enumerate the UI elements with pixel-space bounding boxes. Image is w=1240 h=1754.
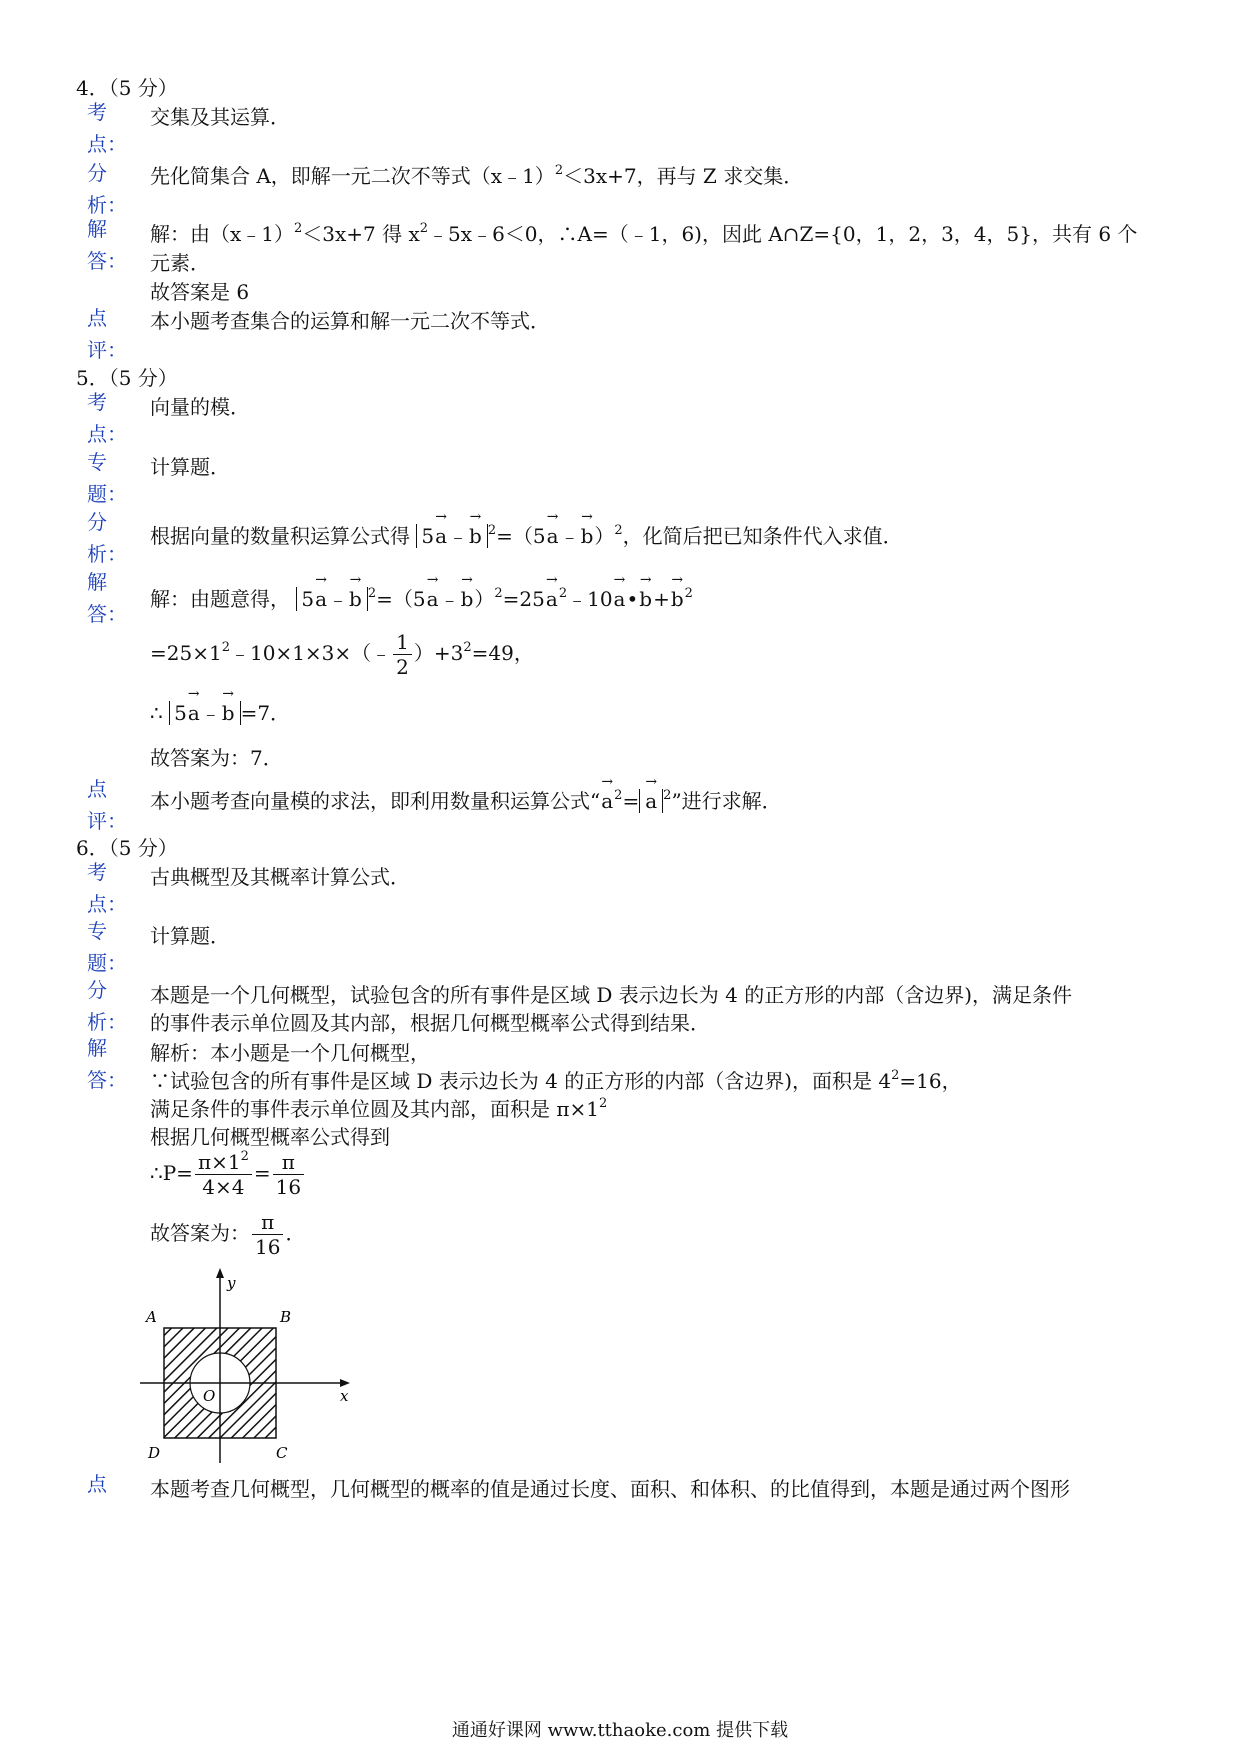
- q5-fenxi-label: 分 析：: [87, 510, 127, 566]
- q4-jieda-line2: 元素．: [150, 251, 210, 275]
- q6-kaodian-label: 考 点：: [87, 860, 127, 916]
- q5-jieda-line2: $=25\times 1^2﹣10\times 1\times 3\times(﹣$ $\frac{1}{2}$ ）$+3^2=49$，: [150, 630, 534, 679]
- q4-title: 4．（5 分）: [76, 76, 178, 100]
- q6-fenxi-label: 分 析：: [87, 978, 127, 1034]
- fraction-pi-16: $\frac{\pi}{16}$: [273, 1150, 304, 1199]
- q6-dianping-label: 点: [87, 1472, 107, 1496]
- q5-kaodian-text: 向量的模．: [150, 395, 250, 419]
- q6-zhuanti-label: 专 题：: [87, 919, 127, 975]
- q5-jieda-line1: 解：由题意得， 5→ a﹣→ b $^2$=（5→ a﹣→ $b)^2=25\to a^2﹣10\to$ a•→ $b+\to b^2$: [150, 583, 693, 612]
- q5-title: 5．（5 分）: [76, 366, 178, 390]
- q5-fenxi-text: 根据向量的数量积运算公式得 5→ a﹣→ b $^2$=（5→ a﹣→ b）$^2$，化简后把已知条件代入求值．: [150, 520, 903, 549]
- fraction-answer: $\frac{\pi}{16}$: [252, 1210, 283, 1259]
- q5-kaodian-label: 考 点：: [87, 390, 127, 446]
- q5-dianping-text: 本小题考查向量模的求法，即利用数量积运算公式“→ $a^2=\to a$ $^2$”进行求解．: [150, 785, 782, 814]
- q6-jieda-line2: ∵试验包含的所有事件是区域 D 表示边长为 4 的正方形的内部（含边界)，面积是 $4^2=16$，: [150, 1068, 962, 1093]
- q5-zhuanti-label: 专 题：: [87, 450, 127, 506]
- q4-kaodian-label: 考 点：: [87, 100, 127, 156]
- label-O: O: [203, 1387, 216, 1405]
- q5-jieda-label: 解 答：: [87, 570, 127, 626]
- q4-fenxi-label: 分 析：: [87, 161, 127, 217]
- fraction-p: $\frac{\pi\times 1^2}{4\times 4}$: [195, 1150, 252, 1199]
- geometry-figure: [140, 1268, 360, 1468]
- q6-jieda-label: 解 答：: [87, 1036, 127, 1092]
- label-B: B: [280, 1308, 292, 1326]
- q5-dianping-label: 点 评：: [87, 777, 127, 833]
- q4-answer: 故答案是 6: [150, 280, 250, 304]
- q6-title: 6．（5 分）: [76, 836, 178, 860]
- q6-dianping-text: 本题考查几何概型，几何概型的概率的值是通过长度、面积、和体积、的比值得到，本题是通过两个图形: [150, 1477, 1070, 1501]
- label-y: y: [227, 1274, 236, 1292]
- q6-jieda-line3: 满足条件的事件表示单位圆及其内部，面积是 $\pi\times 1^2$: [150, 1096, 608, 1121]
- q5-jieda-line3: ∴ 5→ a﹣→ b =7．: [150, 697, 290, 726]
- q4-dianping-label: 点 评：: [87, 306, 127, 362]
- q5-answer: 故答案为：7．: [150, 746, 283, 770]
- q4-kaodian-text: 交集及其运算．: [150, 105, 290, 129]
- q6-answer: 故答案为： $\frac{\pi}{16}$ ．: [150, 1210, 306, 1259]
- q6-zhuanti-text: 计算题．: [150, 924, 230, 948]
- q6-kaodian-text: 古典概型及其概率计算公式．: [150, 865, 410, 889]
- label-D: D: [148, 1444, 161, 1462]
- x-axis-arrow: [340, 1379, 350, 1387]
- q4-dianping-text: 本小题考查集合的运算和解一元二次不等式．: [150, 309, 550, 333]
- label-A: A: [146, 1308, 157, 1326]
- q4-fenxi-text: 先化简集合 A，即解一元二次不等式（x﹣1）$^2$＜3x+7，再与 Z 求交集．: [150, 163, 804, 188]
- y-axis-arrow: [216, 1268, 224, 1278]
- q5-zhuanti-text: 计算题．: [150, 455, 230, 479]
- q6-fenxi-line1: 本题是一个几何概型，试验包含的所有事件是区域 D 表示边长为 4 的正方形的内部（含边界)，满足条件: [150, 983, 1072, 1007]
- label-C: C: [276, 1444, 288, 1462]
- page-footer: 通通好课网 www.tthaoke.com 提供下载: [451, 1720, 789, 1741]
- q6-jieda-line1: 解析：本小题是一个几何概型，: [150, 1041, 430, 1065]
- q4-jieda-label: 解 答：: [87, 217, 127, 273]
- label-x: x: [340, 1387, 349, 1405]
- q6-fenxi-line2: 的事件表示单位圆及其内部，根据几何概型概率公式得到结果．: [150, 1011, 710, 1035]
- q6-probability: ∴P= $\frac{\pi\times 1^2}{4\times 4}$ = $\frac{\pi}{16}$: [150, 1150, 306, 1199]
- q6-jieda-line4: 根据几何概型概率公式得到: [150, 1125, 390, 1149]
- q4-jieda-line1: 解：由（x﹣1）$^2$＜3x+7 得 $x^2﹣5x﹣6<0$，∴A=（﹣1，6)，因此 A∩Z={0，1，2，3，4，5}，共有 6 个: [150, 221, 1138, 246]
- fraction-one-half: $\frac{1}{2}$: [393, 630, 412, 679]
